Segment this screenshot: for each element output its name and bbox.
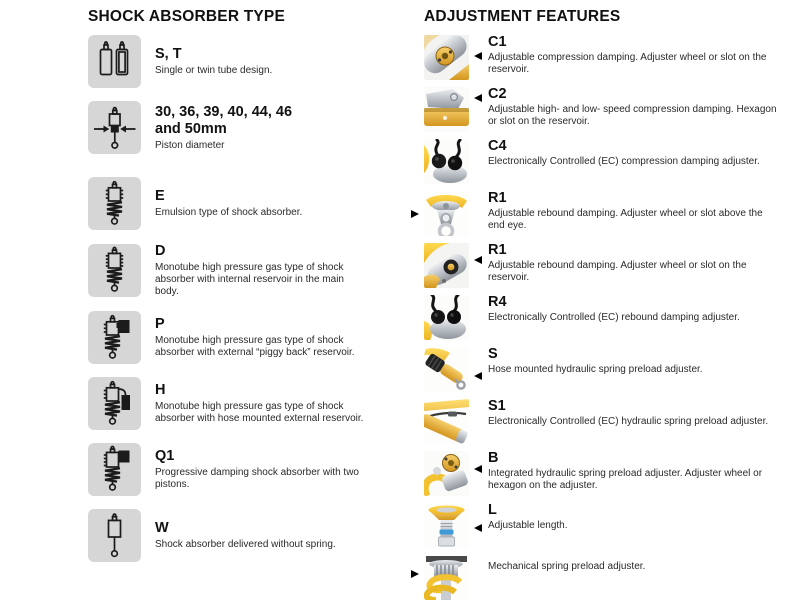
shock-type-item bbox=[88, 35, 418, 88]
adjustment-feature-code: C2 bbox=[488, 86, 507, 102]
shock-type-code: E bbox=[155, 188, 165, 204]
adjustment-feature-description: Adjustable compression damping. Adjuster wheel or slot on the reservoir. bbox=[488, 52, 767, 75]
hose-preload-thumbnail bbox=[424, 347, 469, 392]
adjustment-feature-description: Hose mounted hydraulic spring preload adjuster. bbox=[488, 364, 703, 375]
adjustment-feature-description: Integrated hydraulic spring preload adjuster. Adjuster wheel or hexagon on the adjuster. bbox=[488, 468, 763, 491]
no-spring-shock-icon bbox=[88, 509, 141, 562]
adjustment-feature-item bbox=[424, 347, 796, 392]
shock-type-text bbox=[155, 382, 367, 425]
adjustment-features-title: ADJUSTMENT FEATURES bbox=[424, 8, 621, 25]
internal-reservoir-shock-icon bbox=[88, 244, 141, 297]
shock-type-description: Single or twin tube design. bbox=[155, 65, 273, 76]
shock-type-description: Monotube high pressure gas type of shock absorber with external “piggy back” reservoir. bbox=[155, 335, 355, 358]
adjustment-feature-description: Adjustable rebound damping. Adjuster wheel or slot above the end eye. bbox=[488, 208, 763, 231]
shock-type-code: D bbox=[155, 243, 166, 259]
shock-absorber-type-section bbox=[88, 8, 418, 575]
shock-type-item bbox=[88, 509, 418, 562]
pointer-arrow-icon bbox=[474, 94, 482, 102]
adjustment-feature-code: B bbox=[488, 450, 499, 466]
piston-diameter-icon bbox=[88, 101, 141, 154]
two-piston-shock-icon bbox=[88, 443, 141, 496]
adjustment-feature-text bbox=[488, 555, 780, 573]
adjustment-feature-code: S1 bbox=[488, 398, 506, 414]
adjustable-length-thumbnail bbox=[424, 503, 469, 548]
adjustment-feature-code: S bbox=[488, 346, 498, 362]
adjustment-feature-description: Adjustable rebound damping. Adjuster wheel or slot on the reservoir. bbox=[488, 260, 747, 283]
pointer-arrow-icon bbox=[411, 570, 419, 578]
adjustment-feature-code: C4 bbox=[488, 138, 507, 154]
adjustment-feature-text bbox=[488, 503, 780, 532]
shock-type-code: P bbox=[155, 316, 165, 332]
adjustment-feature-item bbox=[424, 295, 796, 340]
adjustment-feature-description: Adjustable length. bbox=[488, 520, 568, 531]
pointer-arrow-icon bbox=[474, 52, 482, 60]
adjustment-feature-text bbox=[488, 139, 780, 168]
adjustment-feature-code: L bbox=[488, 502, 497, 518]
adjustment-features-list bbox=[424, 35, 796, 600]
shock-type-text bbox=[155, 188, 367, 219]
adjustment-feature-item bbox=[424, 35, 796, 80]
twin-tube-icon bbox=[88, 35, 141, 88]
adjustment-feature-text bbox=[488, 451, 780, 492]
shock-absorber-type-list bbox=[88, 35, 418, 562]
adjustment-feature-item bbox=[424, 555, 796, 600]
rebound-end-eye-thumbnail bbox=[424, 191, 469, 236]
shock-type-text bbox=[155, 448, 367, 491]
adjustment-feature-code: R1 bbox=[488, 242, 507, 258]
adjustment-feature-item bbox=[424, 87, 796, 132]
adjustment-feature-description: Mechanical spring preload adjuster. bbox=[488, 561, 646, 572]
shock-type-item bbox=[88, 177, 418, 230]
shock-type-item bbox=[88, 443, 418, 496]
hose-reservoir-shock-icon bbox=[88, 377, 141, 430]
adjustment-feature-code: R4 bbox=[488, 294, 507, 310]
adjustment-feature-text bbox=[488, 35, 780, 76]
adjustment-feature-description: Electronically Controlled (EC) rebound damping adjuster. bbox=[488, 312, 740, 323]
emulsion-shock-icon bbox=[88, 177, 141, 230]
adjustment-feature-description: Adjustable high- and low- speed compression damping. Hexagon or slot on the reservoir. bbox=[488, 104, 777, 127]
adjustment-features-section bbox=[424, 8, 796, 600]
adjustment-feature-code: C1 bbox=[488, 34, 507, 50]
shock-type-text bbox=[155, 316, 367, 359]
shock-type-text bbox=[155, 46, 367, 77]
adjustment-feature-description: Electronically Controlled (EC) compression damping adjuster. bbox=[488, 156, 760, 167]
shock-type-text bbox=[155, 520, 367, 551]
adjustment-feature-item bbox=[424, 139, 796, 184]
shock-type-code: S, T bbox=[155, 46, 182, 62]
pointer-arrow-icon bbox=[474, 465, 482, 473]
shock-type-description: Piston diameter bbox=[155, 139, 225, 151]
adjustment-feature-item bbox=[424, 191, 796, 236]
ec-preload-thumbnail bbox=[424, 399, 469, 444]
integrated-preload-thumbnail bbox=[424, 451, 469, 496]
shock-type-item bbox=[88, 243, 418, 298]
shock-absorber-type-title: SHOCK ABSORBER TYPE bbox=[88, 8, 285, 25]
shock-type-description: Shock absorber delivered without spring. bbox=[155, 539, 336, 550]
adjustment-feature-text bbox=[488, 347, 780, 376]
shock-type-item bbox=[88, 377, 418, 430]
shock-type-item bbox=[88, 101, 418, 154]
shock-type-description: Monotube high pressure gas type of shock absorber with hose mounted external reservoir. bbox=[155, 401, 364, 424]
rebound-reservoir-thumbnail bbox=[424, 243, 469, 288]
highlow-compression-thumbnail bbox=[424, 87, 469, 132]
compression-adjuster-thumbnail bbox=[424, 35, 469, 80]
shock-type-code: W bbox=[155, 520, 169, 536]
shock-type-item bbox=[88, 311, 418, 364]
pointer-arrow-icon bbox=[474, 524, 482, 532]
adjustment-feature-text bbox=[488, 191, 780, 232]
shock-type-text bbox=[155, 243, 367, 298]
adjustment-feature-item bbox=[424, 399, 796, 444]
shock-type-description: Monotube high pressure gas type of shock absorber with internal reservoir in the main body. bbox=[155, 262, 344, 297]
ec-compression-thumbnail bbox=[424, 139, 469, 184]
adjustment-feature-item bbox=[424, 503, 796, 548]
pointer-arrow-icon bbox=[474, 256, 482, 264]
adjustment-feature-text bbox=[488, 295, 780, 324]
adjustment-feature-description: Electronically Controlled (EC) hydraulic spring preload adjuster. bbox=[488, 416, 769, 427]
adjustment-feature-text bbox=[488, 399, 780, 428]
pointer-arrow-icon bbox=[474, 372, 482, 380]
ec-rebound-thumbnail bbox=[424, 295, 469, 340]
shock-type-code: 30, 36, 39, 40, 44, 46 bbox=[155, 103, 293, 120]
adjustment-feature-item bbox=[424, 451, 796, 496]
shock-type-text bbox=[155, 104, 367, 152]
piggyback-reservoir-shock-icon bbox=[88, 311, 141, 364]
mechanical-preload-thumbnail bbox=[424, 555, 469, 600]
adjustment-feature-item bbox=[424, 243, 796, 288]
pointer-arrow-icon bbox=[411, 210, 419, 218]
shock-type-code: H bbox=[155, 382, 166, 398]
shock-type-code-line2: and 50mm bbox=[155, 120, 227, 137]
adjustment-feature-text bbox=[488, 243, 780, 284]
shock-type-description: Progressive damping shock absorber with two pistons. bbox=[155, 467, 359, 490]
adjustment-feature-text bbox=[488, 87, 780, 128]
shock-type-description: Emulsion type of shock absorber. bbox=[155, 207, 303, 218]
shock-type-code: Q1 bbox=[155, 448, 175, 464]
adjustment-feature-code: R1 bbox=[488, 190, 507, 206]
